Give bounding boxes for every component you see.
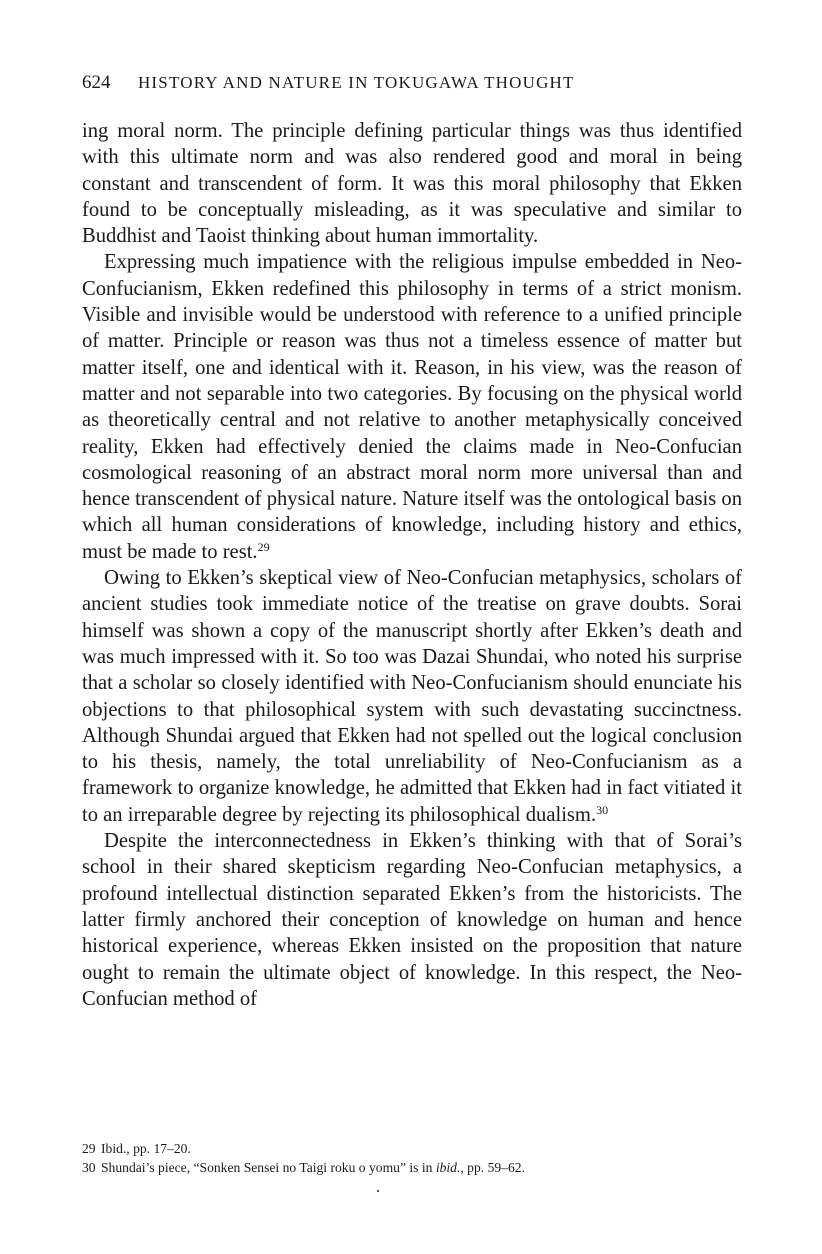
footnote-ref: 29 bbox=[257, 539, 270, 554]
footnote-number: 29 bbox=[82, 1141, 96, 1156]
body-text bbox=[82, 118, 742, 1012]
footnote bbox=[82, 1159, 742, 1178]
footnotes bbox=[82, 1140, 742, 1177]
footnote bbox=[82, 1140, 742, 1159]
paragraph bbox=[82, 828, 742, 1012]
paragraph bbox=[82, 118, 742, 249]
page-speck bbox=[377, 1190, 379, 1192]
paragraph-text: Expressing much impatience with the religious impulse embedded in Neo-Confucianism, Ekken redefined this philosophy in terms of a strict monism. Visible and invisible would be understood with reference to a unified principle of matter. Principle or reason was thus not a timeless essence of matter but matter itself, one and identical with it. Reason, in his view, was the reason of matter and not separable into two categories. By focusing on the physical world as theoretically central and not relative to another metaphysically conceived reality, Ekken had effectively denied the claims made in Neo-Confucian cosmological reasoning of an abstract moral norm more universal than and hence transcendent of physical nature. Nature itself was the ontological basis on which all human considerations of knowledge, including history and ethics, must be made to rest. bbox=[82, 251, 742, 563]
paragraph-text: Despite the interconnectedness in Ekken’s thinking with that of Sorai’s school in their shared skepticism regarding Neo-Confucian metaphysics, a profound intellectual distinction separated Ekken’s from the historicists. The latter firmly anchored their conception of knowledge on human and hence historical experience, whereas Ekken insisted on the proposition that nature ought to remain the ultimate object of knowledge. In this respect, the Neo-Confucian method of bbox=[82, 830, 742, 1010]
footnote-text: Ibid., pp. 17–20. bbox=[101, 1141, 191, 1156]
paragraph bbox=[82, 565, 742, 828]
footnote-italic: ibid. bbox=[435, 1159, 461, 1175]
page-number: 624 bbox=[82, 72, 111, 93]
footnote-text: Shundai’s piece, “Sonken Sensei no Taigi roku o yomu” is in bbox=[101, 1159, 436, 1175]
paragraph bbox=[82, 249, 742, 565]
footnote-text-end: , pp. 59–62. bbox=[460, 1159, 525, 1175]
footnote-number: 30 bbox=[82, 1159, 96, 1175]
paragraph-text: Owing to Ekken’s skeptical view of Neo-Confucian metaphysics, scholars of ancient studies took immediate notice of the treatise on grave doubts. Sorai himself was shown a copy of the manuscript shortly after Ekken’s death and was much impressed with it. So too was Dazai Shundai, who noted his surprise that a scholar so closely identified with Neo-Confucianism should enunciate his objections to that philosophical system with such devastating succinctness. Although Shundai argued that Ekken had not spelled out the logical conclusion to his thesis, namely, the total unreliability of Neo-Confucianism as a framework to organize knowledge, he admitted that Ekken had in fact vitiated it to an irreparable degree by rejecting its philosophical dualism. bbox=[82, 567, 742, 826]
footnote-ref: 30 bbox=[596, 802, 609, 817]
running-head bbox=[82, 72, 575, 94]
running-title: HISTORY AND NATURE IN TOKUGAWA THOUGHT bbox=[137, 73, 575, 92]
paragraph-text: ing moral norm. The principle defining particular things was thus identified with this ultimate norm and was also rendered good and moral in being constant and transcendent of form. It was this moral philosophy that Ekken found to be conceptually misleading, as it was speculative and similar to Buddhist and Taoist thinking about human immortality. bbox=[82, 120, 742, 248]
